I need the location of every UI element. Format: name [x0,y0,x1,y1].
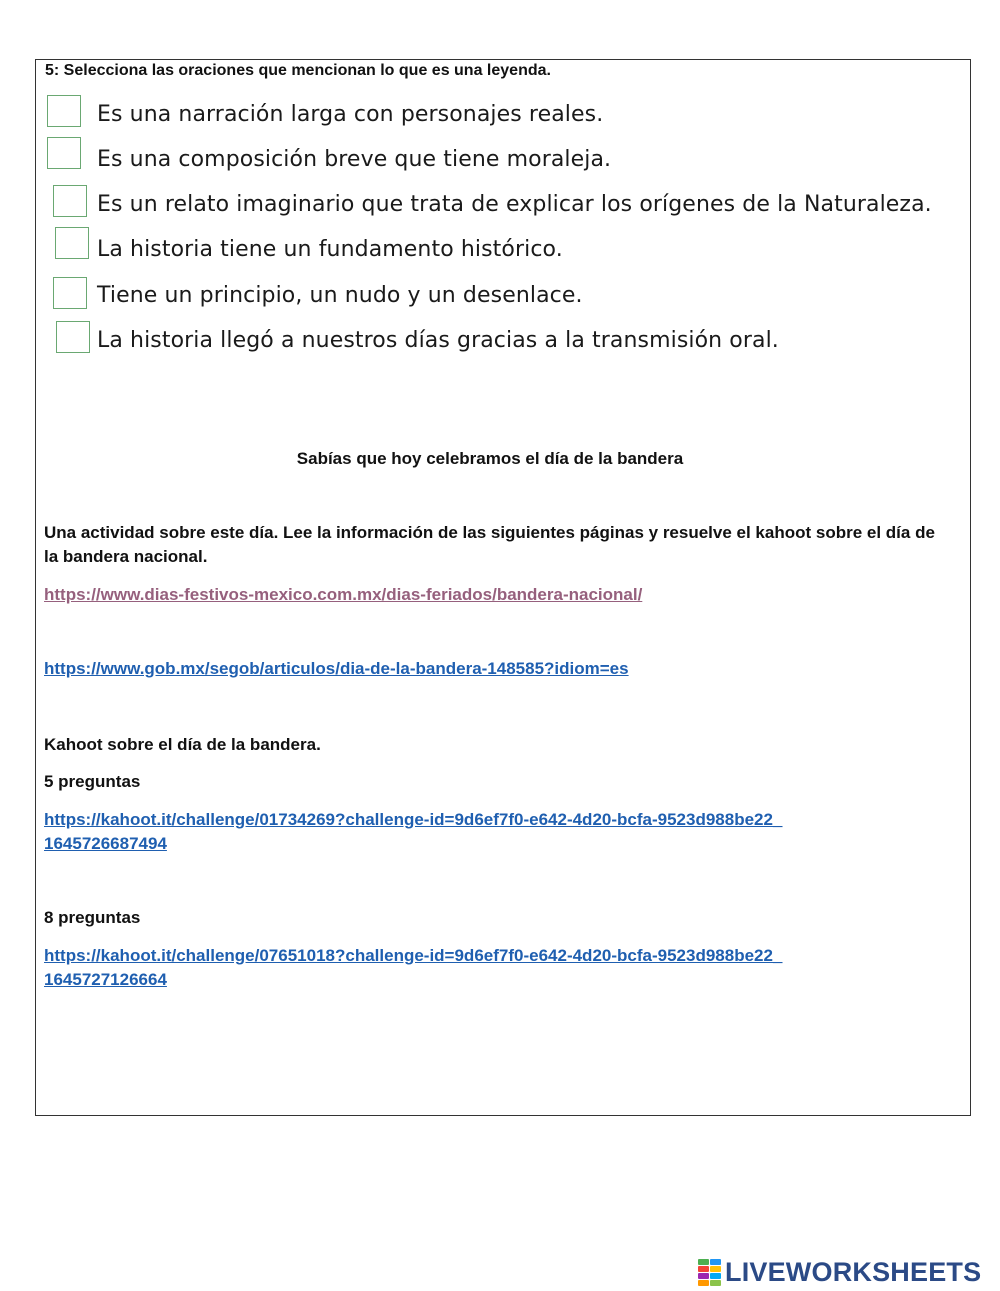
liveworksheets-logo-icon [698,1258,722,1286]
brand-name: LIVEWORKSHEETS [725,1256,982,1287]
dias-festivos-link[interactable]: https://www.dias-festivos-mexico.com.mx/dias-feriados/bandera-nacional/ [44,585,643,604]
kahoot-5-label: 5 preguntas [44,772,141,791]
option-text-3: Es un relato imaginario que trata de explicar los orígenes de la Naturaleza. [97,192,932,217]
option-text-1: Es una narración larga con personajes reales. [97,102,604,127]
liveworksheets-brand [698,1255,981,1289]
option-text-4: La historia tiene un fundamento histórico. [97,237,563,262]
answer-checkbox-2[interactable] [47,137,81,169]
option-text-6: La historia llegó a nuestros días gracias a la transmisión oral. [97,328,779,353]
intro-paragraph: Una actividad sobre este día. Lee la información de las siguientes páginas y resuelve el kahoot sobre el día de la bandera nacional. [44,523,935,566]
answer-checkbox-1[interactable] [47,95,81,127]
answer-checkbox-6[interactable] [56,321,90,353]
answer-checkbox-3[interactable] [53,185,87,217]
kahoot-5-link[interactable]: https://kahoot.it/challenge/01734269?challenge-id=9d6ef7f0-e642-4d20-bcfa-9523d988be22_1645726687494 [44,810,783,853]
option-text-5: Tiene un principio, un nudo y un desenlace. [97,283,583,308]
question-title: 5: Selecciona las oraciones que mencionan lo que es una leyenda. [45,62,551,79]
gob-mx-link[interactable]: https://www.gob.mx/segob/articulos/dia-de-la-bandera-148585?idiom=es [44,659,629,678]
kahoot-heading: Kahoot sobre el día de la bandera. [44,735,321,754]
option-text-2: Es una composición breve que tiene moraleja. [97,147,612,172]
answer-checkbox-4[interactable] [55,227,89,259]
section-heading: Sabías que hoy celebramos el día de la bandera [296,449,684,468]
kahoot-8-label: 8 preguntas [44,908,141,927]
kahoot-8-link[interactable]: https://kahoot.it/challenge/07651018?challenge-id=9d6ef7f0-e642-4d20-bcfa-9523d988be22_1645727126664 [44,946,783,989]
answer-checkbox-5[interactable] [53,277,87,309]
